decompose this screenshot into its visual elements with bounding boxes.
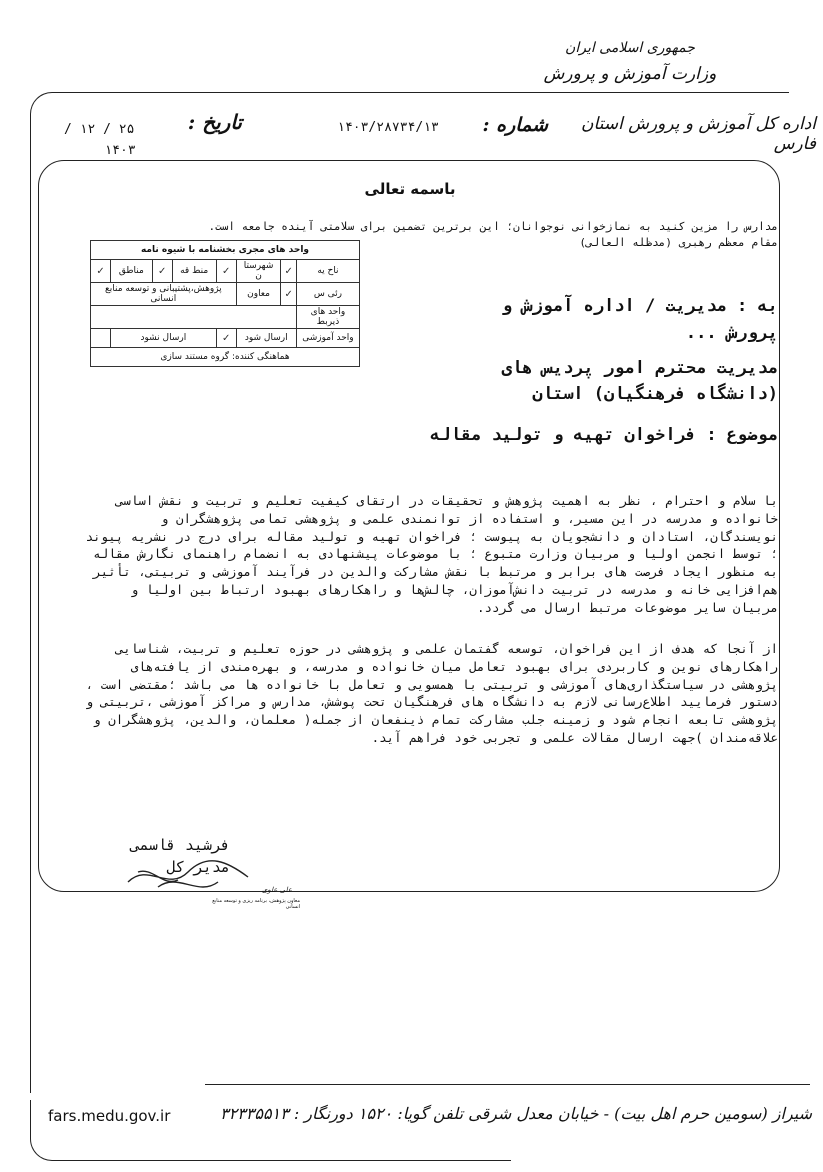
- slogan-attribution: مقام معظم رهبری (مدظله العالی): [579, 236, 778, 249]
- table-row: [91, 329, 360, 348]
- addressee-line-3: مدیریت محترم امور پردیس های: [501, 358, 778, 378]
- number-label: شماره :: [482, 114, 548, 136]
- bismillah-heading: باسمه تعالی: [364, 180, 456, 198]
- distribution-footer: هماهنگی کننده: گروه مستند سازی: [91, 348, 360, 367]
- table-row: [91, 283, 360, 306]
- table-cell: ناح یه: [296, 260, 359, 283]
- table-cell: [91, 329, 111, 348]
- deputy-title: معاون پژوهش، برنامه ریزی و توسعه منابع انسانی: [212, 898, 300, 910]
- signatory-title: مدیر کل: [166, 858, 230, 876]
- check-icon: ✓: [152, 260, 172, 283]
- footer-website-link[interactable]: fars.medu.gov.ir: [48, 1107, 171, 1125]
- table-cell: پژوهش،پشتیبانی و توسعه منابع انسانی: [91, 283, 237, 306]
- distribution-title: واحد های مجری بخشنامه با شیوه نامه: [91, 241, 360, 260]
- ministry-label: وزارت آموزش و پرورش: [543, 64, 717, 84]
- subject-line: موضوع : فراخوان تهیه و تولید مقاله: [430, 425, 778, 445]
- check-icon: ✓: [216, 260, 236, 283]
- body-paragraph-2: از آنجا که هدف از این فراخوان، توسعه گفتمان علمی و پژوهشی در حوزه تعلیم و تربیت، شناسایی راهکارهای نوین و کاربردی برای بهبود تعامل میان خانواده و مدرسه، و بهره‌مندی از یافته‌های پژوهشی در سیاستگذاری‌های آموزشی و تربیتی با همسویی و تعامل با خانواده ها می باشد ؛مقتضی است ، دستور فرمایید اطلاع‌رسانی لازم به دانشگاه های فرهنگیان تحت پوشش، مدارس و مراکز آموزشی ،تربیتی و پژوهشی تابعه انجام شود و زمینه جلب مشارکت تمام ذینفعان از جمله( معلمان، والدین، پژوهشگران و علاقه‌مندان )جهت ارسال مقالات علمی و تجربی خود فراهم آید.: [85, 641, 778, 745]
- check-icon: ✓: [281, 260, 296, 283]
- distribution-table: [90, 240, 360, 367]
- republic-label: جمهوری اسلامی ایران: [565, 40, 695, 56]
- footer-divider: [205, 1084, 810, 1085]
- body-paragraph-1: با سلام و احترام ، نظر به اهمیت پژوهش و تحقیقات در ارتقای کیفیت تعلیم و تربیت و نقش اساسی خانواده و مدرسه در این مسیر، و استفاده از توانمندی علمی و پژوهشی تمامی پژوهشگران و نویسندگان، استادان و دانشجویان به پیوست ؛ فراخوان تهیه و تولید مقاله برای درج در نشریه پیوند ؛ توسط انجمن اولیا و مربیان وزارت متبوع ؛ با موضوعات پیشنهادی به انضمام راهنمای نگارش مقاله به منظور ایجاد فرصت های برابر و مرتبط با نقش مشارکت والدین در فرآیند آموزشی و تربیتی، تأثیر هم‌افزایی خانه و مدرسه در تربیت دانش‌آموزان، چالش‌ها و راهکارهای بهبود ارتباط بین اولیا و مربیان سایر موضوعات مرتبط ارسال می گردد.: [85, 493, 778, 615]
- date-year: ۱۴۰۳: [104, 143, 136, 158]
- table-cell: مناطق: [111, 260, 153, 283]
- table-cell: واحد آموزشی: [296, 329, 359, 348]
- deputy-name: علی علوی: [261, 886, 292, 894]
- leader-slogan: مدارس را مزین کنید به نمازخوانی نوجوانان؛ این برترین تضمین برای سلامتی آینده جامعه است.: [208, 220, 778, 233]
- footer-address: شیراز (سومین حرم اهل بیت) - خیابان معدل شرقی تلفن گویا: ۱۵۲۰ دورنگار : ۳۲۳۳۵۵۱۳: [219, 1104, 812, 1123]
- addressee-line-2: پرورش ...: [685, 323, 778, 343]
- table-row: [91, 260, 360, 283]
- table-row: [91, 306, 360, 329]
- number-value: ۱۴۰۳/۲۸۷۳۴/۱۳: [337, 120, 439, 135]
- addressee-line-4: (دانشگاه فرهنگیان) استان: [532, 384, 778, 404]
- table-cell: ارسال شود: [236, 329, 296, 348]
- check-icon: ✓: [281, 283, 296, 306]
- department-label: اداره کل آموزش و پرورش استان فارس: [581, 114, 816, 154]
- addressee-line-1: به : مدیریت / اداره آموزش و: [501, 296, 778, 316]
- table-cell: [91, 306, 297, 329]
- table-cell: رئی س: [296, 283, 359, 306]
- table-cell: شهرستا ن: [236, 260, 281, 283]
- table-cell: معاون: [236, 283, 281, 306]
- date-label: تاریخ :: [187, 110, 242, 134]
- table-cell: منط قه: [172, 260, 216, 283]
- date-value: / ۱۲ / ۲۵: [64, 122, 135, 137]
- table-cell: واحد های ذیربط: [296, 306, 359, 329]
- check-icon: ✓: [91, 260, 111, 283]
- check-icon: ✓: [216, 329, 236, 348]
- signatory-name: فرشید قاسمی: [130, 836, 230, 854]
- table-cell: ارسال نشود: [111, 329, 217, 348]
